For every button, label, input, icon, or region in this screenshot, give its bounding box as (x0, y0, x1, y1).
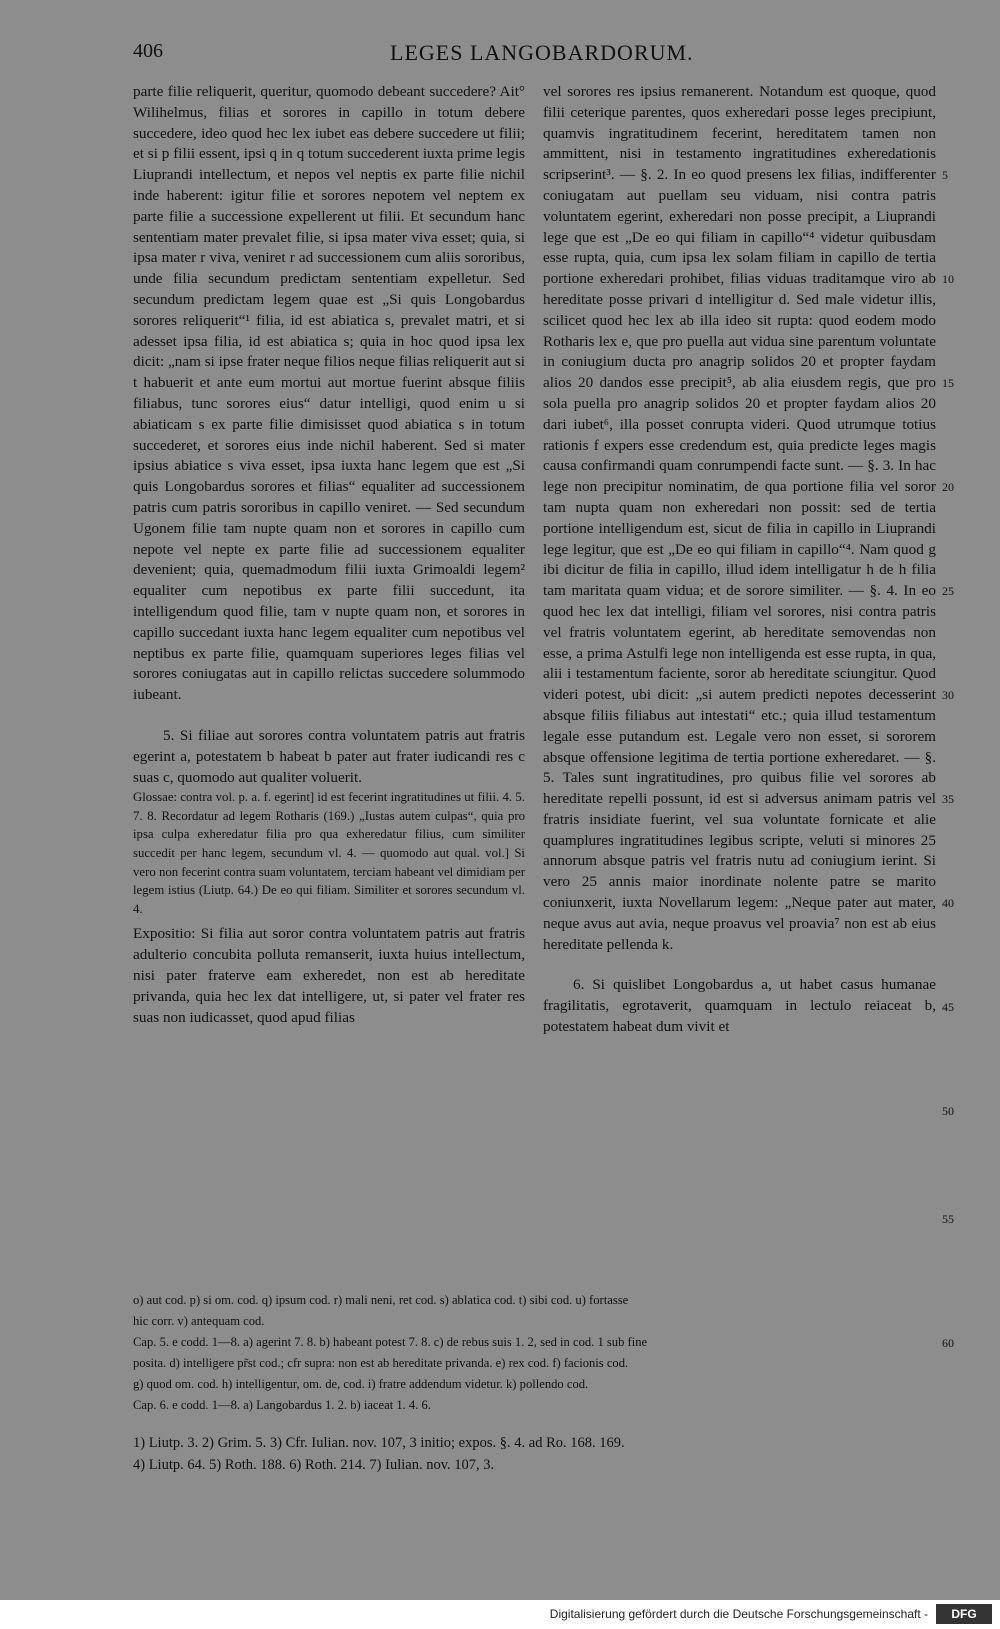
running-title: LEGES LANGOBARDORUM. (390, 40, 694, 65)
line-number: 50 (942, 1104, 954, 1118)
chapter-5-text: 5. Si filiae aut sorores contra voluntatem patris aut fratris egerint a, potestatem b habeat b pater aut frater iudicandi res c suas c, quomodo aut qualiter voluerit. (133, 726, 525, 786)
apparatus-line: hic corr. v) antequam cod. (133, 1314, 265, 1328)
left-paragraph-1: parte filie reliquerit, queritur, quomodo debeant succedere? Ait° Wilihelmus, filias et sorores in capillo in totum debere succedere, ideo quod hec lex iubet eas debere succedere ut filii; et si p filii essent, ipsi q in q totum succederent iuxta prime legis Liuprandi intellectum, et nepos vel neptis ex parte filie nichil inde haberent: igitur filie et sorores nepotem vel neptem ex parte filie a successione expellerent ut filii. Et secundum hanc sententiam mater prevalet filie, si ipsa mater viva esset; quia, si ipsa mater r viva, veniret r ad successionem cum aliis sororibus, unde filia secundum predictam sententiam expelletur. Sed secundum predictam legem quae est „Si quis Longobardus sorores reliquerit“¹ filia, id est abiatica s, prevalet matri, et si adesset ipsa filia, id est abiatica s; quia in hoc quod ipsa lex dicit: „nam si ipse frater neque filios neque filias reliquerit aut si t habuerit et ante eum mortui aut mortue fuerint absque filiis filiabus, tunc sorores eius“ datur intelligi, quod enim u si abiaticam s ex parte filie dimisisset quod abiatica s in totum succederet, et sorores eius inde nichil haberent. Sed si mater ipsius abiatice s viva esset, ipsa iuxta hanc legem que est „Si quis Longobardus sorores et filias“ equaliter ad successionem patris cum patris sororibus in capillo veniret. — Sed secundum Ugonem filie tam nupte quam non et sorores in capillo cum nepote vel nepte ex parte filie ad successionem equaliter devenient; quia, quemadmodum filii iuxta Grimoaldi legem² equaliter cum nepotibus ex parte filii succedunt, ita intelligendum quod filie, tam v nupte quam non, et sorores in capillo succedant iuxta hanc legem equaliter cum nepotibus vel neptibus ex parte filie, quamquam superiores leges filias vel sorores coniugatas aut in capillo relictas succedere solummodo iubeant. (133, 83, 525, 704)
line-number: 25 (942, 584, 954, 598)
line-number: 30 (942, 688, 954, 702)
line-number: 5 (942, 168, 948, 182)
line-number: 45 (942, 1000, 954, 1014)
glossae: Glossae: contra vol. p. a. f. egerint] id est fecerint ingratitudines ut filii. 4. 5. 7. 8. Recordatur ad legem Rotharis (169.) „Iustas autem culpas“, quia pro ipsa culpa exheredatur filia pro qua exheredatur filius, cum similiter succedit per hanc legem, secundum vl. 4. — quomodo aut qual. vol.] Si vero non fecerint contra suam voluntatem, terciam habeant vel dimidiam per legem istius (Liutp. 64.) De eo qui filiam. Similiter et sorores secundum vl. 4. (133, 790, 525, 916)
page-number: 406 (133, 40, 163, 62)
line-number: 60 (942, 1336, 954, 1350)
line-number: 10 (942, 272, 954, 286)
right-column (543, 82, 936, 1038)
line-number: 40 (942, 896, 954, 910)
left-column (133, 82, 525, 1028)
source-line: 4) Liutp. 64. 5) Roth. 188. 6) Roth. 214. 7) Iulian. nov. 107, 3. (133, 1457, 495, 1473)
apparatus-line: posita. d) intelligere pr̃st cod.; cfr supra: non est ab hereditate privanda. e) rex cod. f) facionis cod. (133, 1356, 629, 1370)
critical-apparatus (133, 1290, 953, 1416)
source-line: 1) Liutp. 3. 2) Grim. 5. 3) Cfr. Iulian. nov. 107, 3 initio; expos. §. 4. ad Ro. 168. 169. (133, 1435, 625, 1451)
running-header (0, 40, 1000, 80)
apparatus-line: o) aut cod. p) si om. cod. q) ipsum cod. r) mali neni, ret cod. s) ablatica cod. t) sibi cod. u) fortasse (133, 1293, 629, 1307)
apparatus-line: g) quod om. cod. h) intelligentur, om. de, cod. i) fratre addendum videtur. k) pollendo cod. (133, 1377, 589, 1391)
source-notes (133, 1432, 933, 1476)
line-number: 55 (942, 1212, 954, 1226)
expositio: Expositio: Si filia aut soror contra voluntatem patris aut fratris adulterio concubita polluta remanserit, iuxta huius intellectum, nisi pater fraterve eam exheredet, non est ab hereditate privanda, quia hec lex dat intelligere, ut, si pater vel frater res suas non iudicasset, quod apud filias (133, 925, 525, 1026)
footer-text: Digitalisierung gefördert durch die Deutsche Forschungsgemeinschaft - (549, 1607, 928, 1621)
apparatus-line: Cap. 6. e codd. 1—8. a) Langobardus 1. 2. b) iaceat 1. 4. 6. (133, 1398, 431, 1412)
line-number: 20 (942, 480, 954, 494)
footer-bar (0, 1600, 1000, 1629)
line-number: 15 (942, 376, 954, 390)
chapter-6-text: 6. Si quislibet Longobardus a, ut habet casus humanae fragilitatis, egrotaverit, quamquam in lectulo reiaceat b, potestatem habeat dum vivit et (543, 976, 936, 1036)
dfg-logo: DFG (936, 1604, 992, 1624)
line-number: 35 (942, 792, 954, 806)
apparatus-line: Cap. 5. e codd. 1—8. a) agerint 7. 8. b) habeant potest 7. 8. c) de rebus suis 1. 2, sed in cod. 1 sub fine (133, 1335, 648, 1349)
right-paragraph-1: vel sorores res ipsius remanerent. Notandum est quoque, quod filii ceterique parentes, quos exheredari posse leges precipiunt, quamvis ingratitudinem fecerint, hereditatem tamen non ammittent, nisi in testamento ingratitudines exheredationis scripserint³. — §. 2. In eo quod presens lex filias, indifferenter coniugatam aut puellam seu viduam, nisi contra patris voluntatem egerint, exheredari non posse precipit, a Liuprandi lege que est „De eo qui filiam in capillo“⁴ videtur quibusdam esse rupta, quia, cum ipsa lex solam filiam in capillo de tertia portione exheredari prohibet, filias viduas traditamque viro ab hereditate posse privari d intelligitur d. Sed male videtur illis, scilicet quod hec lex ab illa ideo sit rupta: quod eodem modo Rotharis lex e, que pro puella aut vidua sine parentum voluntate in coniugium ducta pro anagrip solidos 20 et propter faydam alios 20 dandos esse precipit⁵, ab alia eiusdem regis, que pro sola puella pro anagrip solidos 20 et propter faydam alios 20 dari iubet⁶, illa posset conrupta videri. Quod utrumque totius rationis f expers esse credendum est, quia predicte leges magis causa confirmandi quam conrumpendi facte sunt. — §. 3. In hac lege non precipitur nominatim, de qua portione filia vel soror tam nupta quam non exheredari non possit: sed de tertia portione intelligendum est, sicut de filia in capillo in Liuprandi lege legitur, que est „De eo qui filiam in capillo“⁴. Nam quod g ibi dicitur de filia in capillo, illud idem intelligatur h de h filia tam maritata quam vidua; et de sorore similiter. — §. 4. In eo quod hec lex dat intelligi, filiam vel sorores, nisi contra patris vel fratris voluntatem egerint, ab hereditate semovendas non esse, a prima Astulfi lege non intelligenda est esse rupta, in qua, alii i testamentum faciente, soror ab hereditate sciungitur. Quod videri potest, ubi dicit: „si autem predicti nepotes decesserint absque filiis filiabus aut intestati“ etc.; quia illud testamentum legale esse putandum est. Legale vero non esset, si sororem absque offensione legitima de tertia portione exheredaret. — §. 5. Tales sunt ingratitudines, pro quibus filie vel sorores ab hereditate repelli possunt, id est si adversus animam patris vel fratris insidiate fuerint, vel sua voluntate fornicate et alie quamplures ingratitudines legibus scripte, veluti si minores 25 annorum absque patris vel fratris nutu ad coniugium ierint. Si vero 25 annis maior inordinate nolente patre se marito coniunxerit, iuxta Novellarum legem: „Neque pater aut mater, neque avus aut avia, neque proavus vel proavia⁷ non est ab eius hereditate pellenda k. (543, 83, 936, 953)
